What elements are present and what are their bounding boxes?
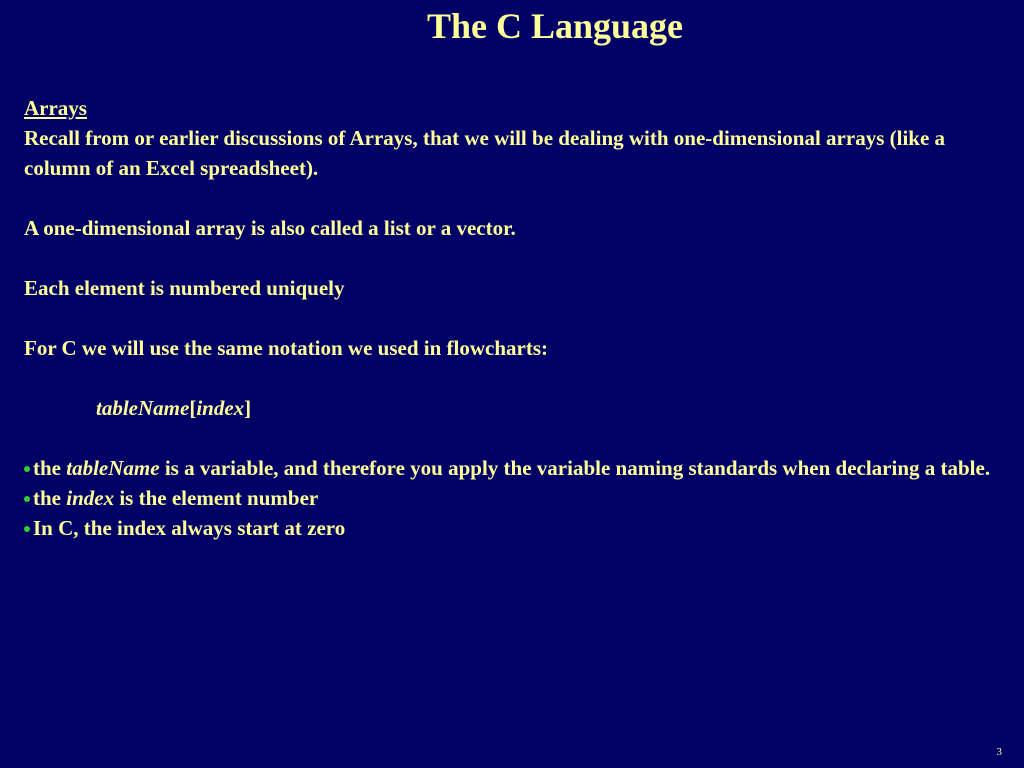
bullet-dot-icon xyxy=(24,496,30,502)
bullet-item xyxy=(24,453,1014,483)
slide-title: The C Language xyxy=(426,6,684,46)
bullet-item xyxy=(24,483,1014,513)
notation-index: index xyxy=(196,396,245,420)
spacer xyxy=(24,183,1014,213)
list-vector-paragraph: A one-dimensional array is also called a list or a vector. xyxy=(24,216,516,240)
bullet-term: tableName xyxy=(66,456,160,480)
notation-example xyxy=(24,393,1014,423)
bullet-suffix: is the element number xyxy=(114,486,319,510)
bullet-prefix: the xyxy=(33,456,67,480)
bullet-item xyxy=(24,513,1014,543)
bullet-prefix: the xyxy=(33,486,67,510)
notation-table-name: tableName xyxy=(96,396,190,420)
spacer xyxy=(24,423,1014,453)
spacer xyxy=(24,243,1014,273)
slide-body xyxy=(24,93,1014,543)
bullet-prefix: In C, the index always start at zero xyxy=(33,516,346,540)
bullet-term: index xyxy=(66,486,115,510)
notation-paragraph: For C we will use the same notation we used in flowcharts: xyxy=(24,336,548,360)
bullet-dot-icon xyxy=(24,526,30,532)
bullet-dot-icon xyxy=(24,466,30,472)
spacer xyxy=(24,363,1014,393)
section-heading: Arrays xyxy=(24,96,87,120)
spacer xyxy=(24,303,1014,333)
notation-open-bracket: [ xyxy=(189,396,197,420)
bullet-suffix: is a variable, and therefore you apply the variable naming standards when declaring a table. xyxy=(159,456,991,480)
numbered-paragraph: Each element is numbered uniquely xyxy=(24,276,345,300)
intro-paragraph: Recall from or earlier discussions of Arrays, that we will be dealing with one-dimensional arrays (like a column of an Excel spreadsheet). xyxy=(24,126,946,180)
notation-close-bracket: ] xyxy=(244,396,252,420)
page-number: 3 xyxy=(996,746,1002,758)
